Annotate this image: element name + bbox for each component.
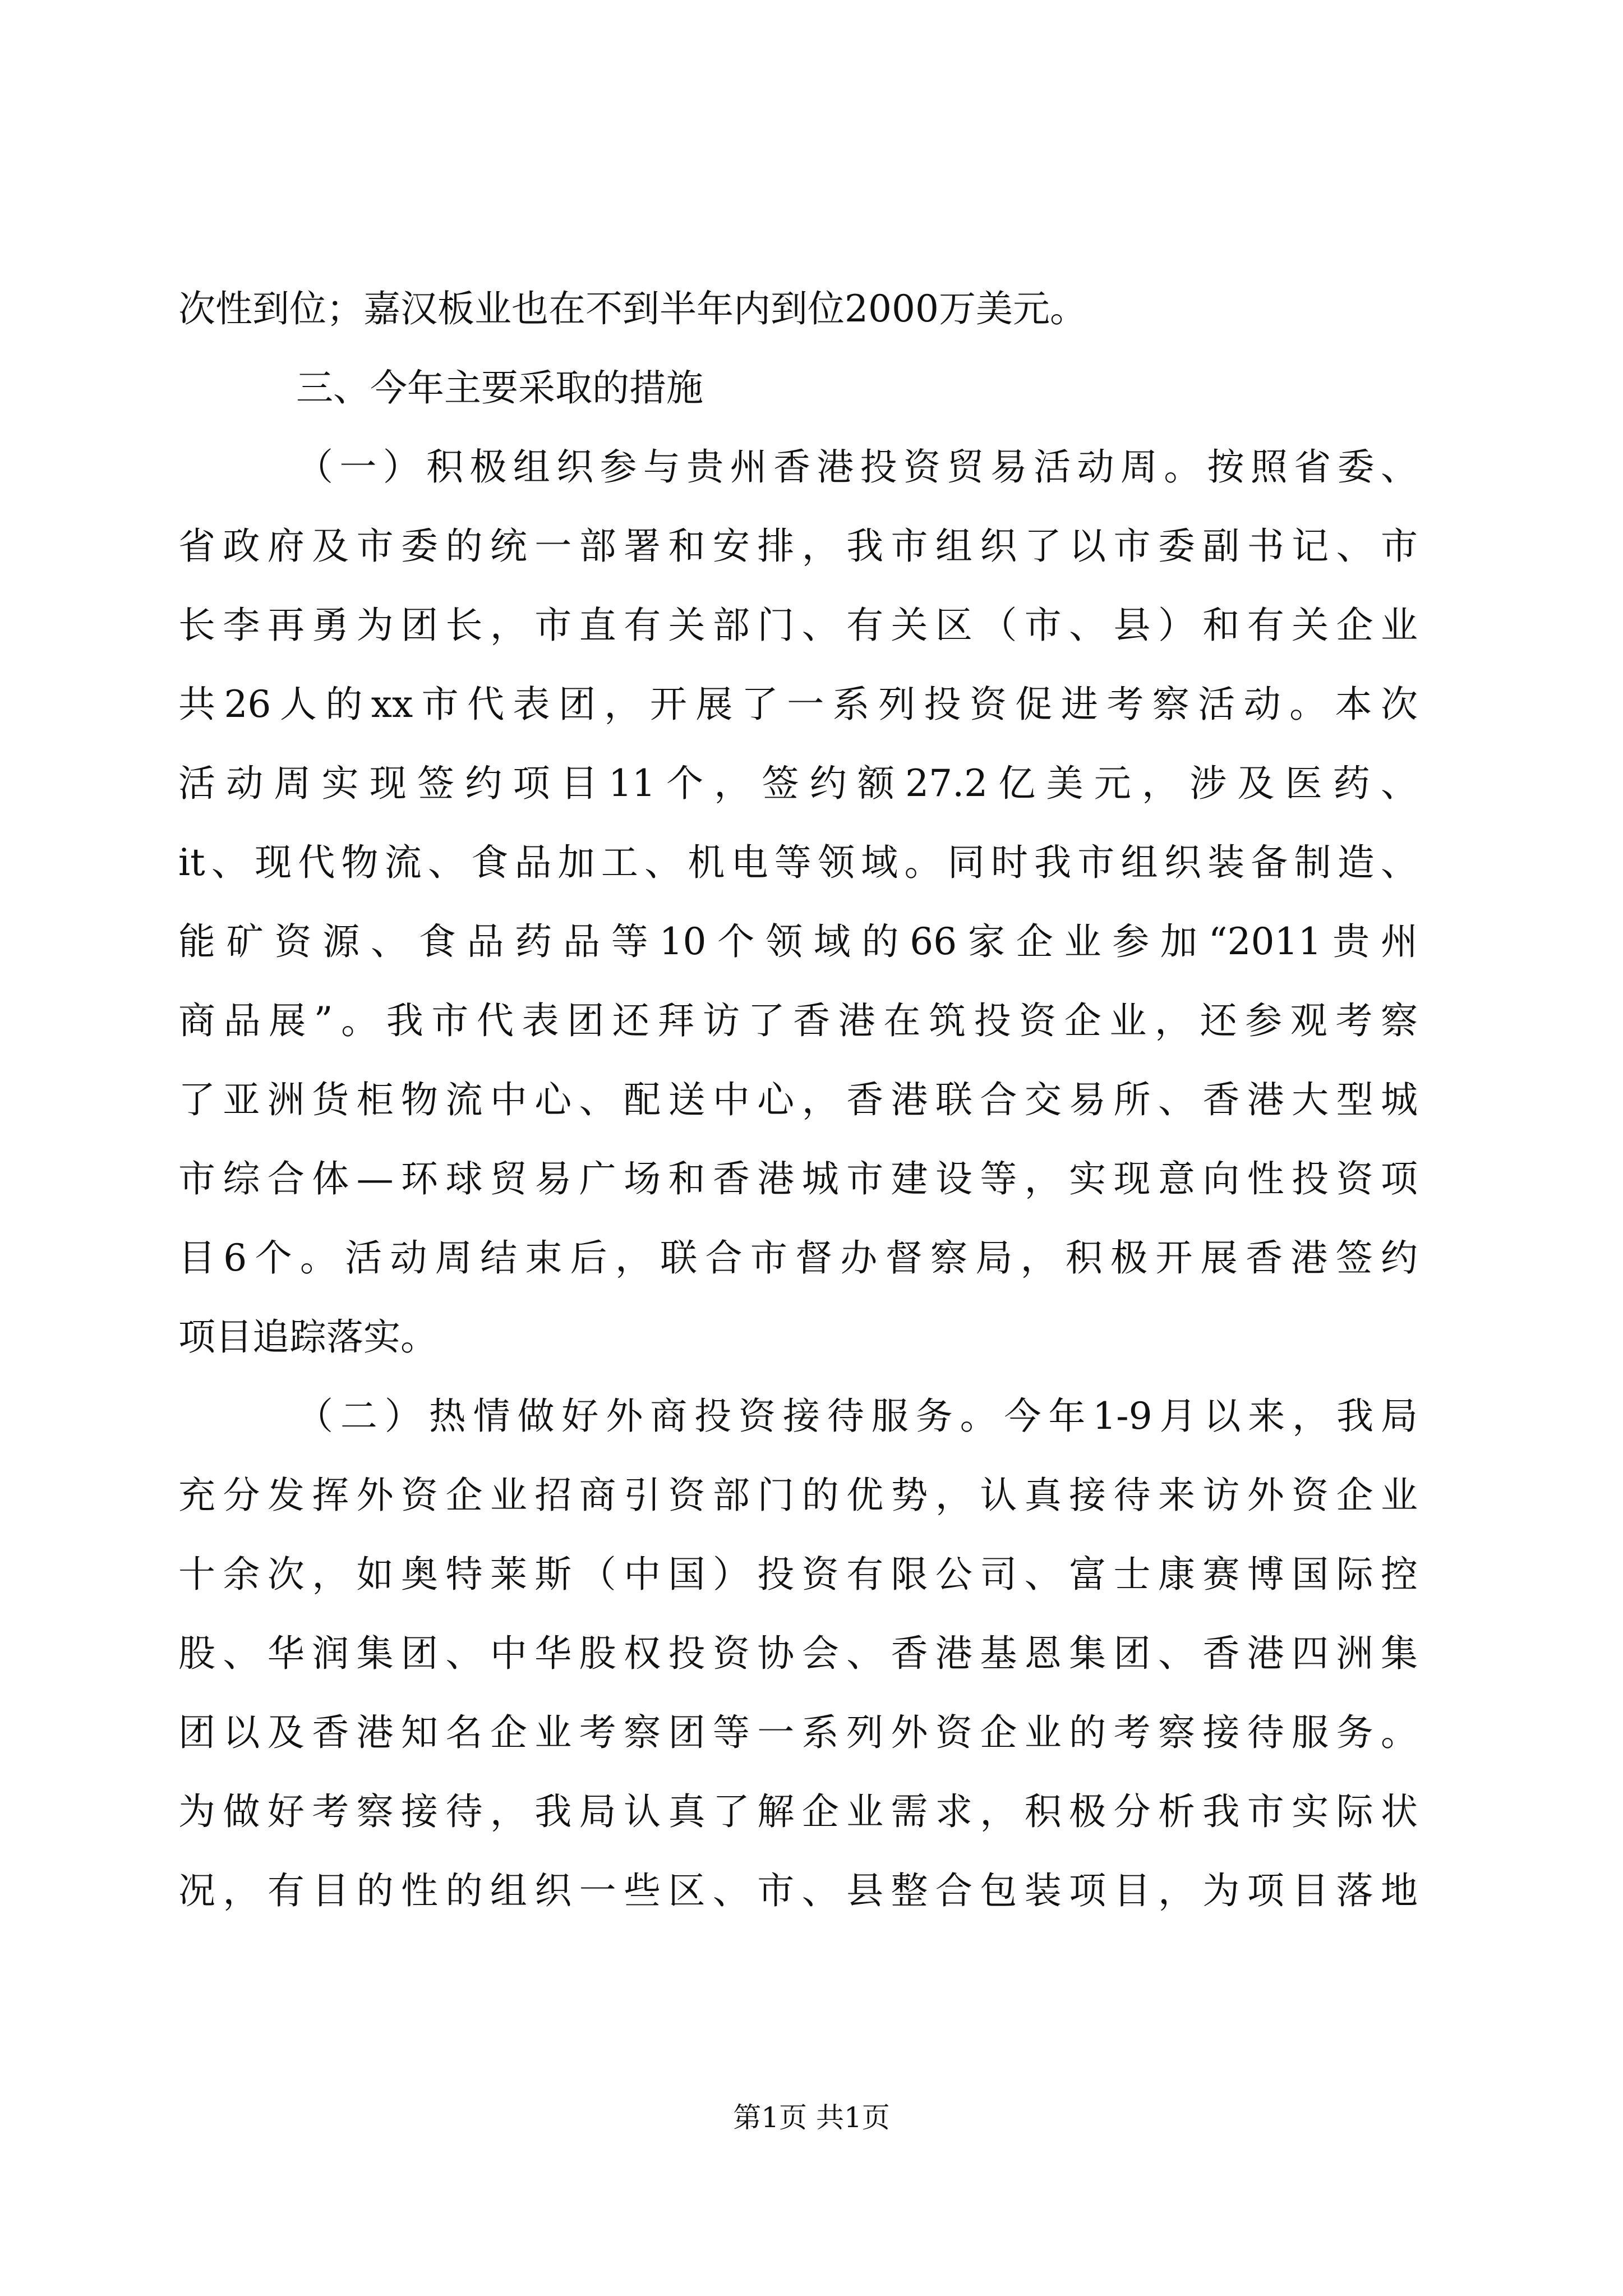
text-line: 目6个。活动周结束后，联合市督办督察局，积极开展香港签约: [178, 1236, 1418, 1280]
text-line: 省政府及市委的统一部署和安排，我市组织了以市委副书记、市: [178, 524, 1418, 568]
text-line: 十余次，如奥特莱斯（中国）投资有限公司、富士康赛博国际控: [178, 1553, 1418, 1596]
text-line: 股、华润集团、中华股权投资协会、香港基恩集团、香港四洲集: [178, 1632, 1418, 1675]
section-heading: 三、今年主要采取的措施: [296, 366, 703, 409]
paragraph-start-line: （一）积极组织参与贵州香港投资贸易活动周。按照省委、: [296, 445, 1418, 489]
text-line: 共26人的xx市代表团，开展了一系列投资促进考察活动。本次: [178, 683, 1418, 726]
text-line: 了亚洲货柜物流中心、配送中心，香港联合交易所、香港大型城: [178, 1078, 1418, 1121]
text-line: 市综合体—环球贸易广场和香港城市建设等，实现意向性投资项: [178, 1157, 1418, 1200]
text-line: it、现代物流、食品加工、机电等领域。同时我市组织装备制造、: [178, 841, 1418, 884]
text-line: 活动周实现签约项目11个，签约额27.2亿美元，涉及医药、: [178, 762, 1418, 805]
page-number-label: 第1页 共1页: [733, 2101, 890, 2134]
paragraph-end-line: 项目追踪落实。: [178, 1315, 437, 1359]
text-line: 商品展”。我市代表团还拜访了香港在筑投资企业，还参观考察: [178, 999, 1418, 1042]
text-line: 能矿资源、食品药品等10个领域的66家企业参加“2011贵州: [178, 920, 1418, 963]
text-line: 团以及香港知名企业考察团等一系列外资企业的考察接待服务。: [178, 1711, 1418, 1754]
text-line: 长李再勇为团长，市直有关部门、有关区（市、县）和有关企业: [178, 604, 1418, 647]
text-line: 次性到位；嘉汉板业也在不到半年内到位2000万美元。: [178, 287, 1087, 330]
page-footer: [0, 2098, 1623, 2137]
text-line: 为做好考察接待，我局认真了解企业需求，积极分析我市实际状: [178, 1790, 1418, 1833]
text-line: 充分发挥外资企业招商引资部门的优势，认真接待来访外资企业: [178, 1474, 1418, 1517]
text-line: 况，有目的性的组织一些区、市、县整合包装项目，为项目落地: [178, 1869, 1418, 1912]
paragraph-start-line: （二）热情做好外商投资接待服务。今年1-9月以来，我局: [296, 1395, 1418, 1438]
body-text: [178, 269, 1418, 1930]
